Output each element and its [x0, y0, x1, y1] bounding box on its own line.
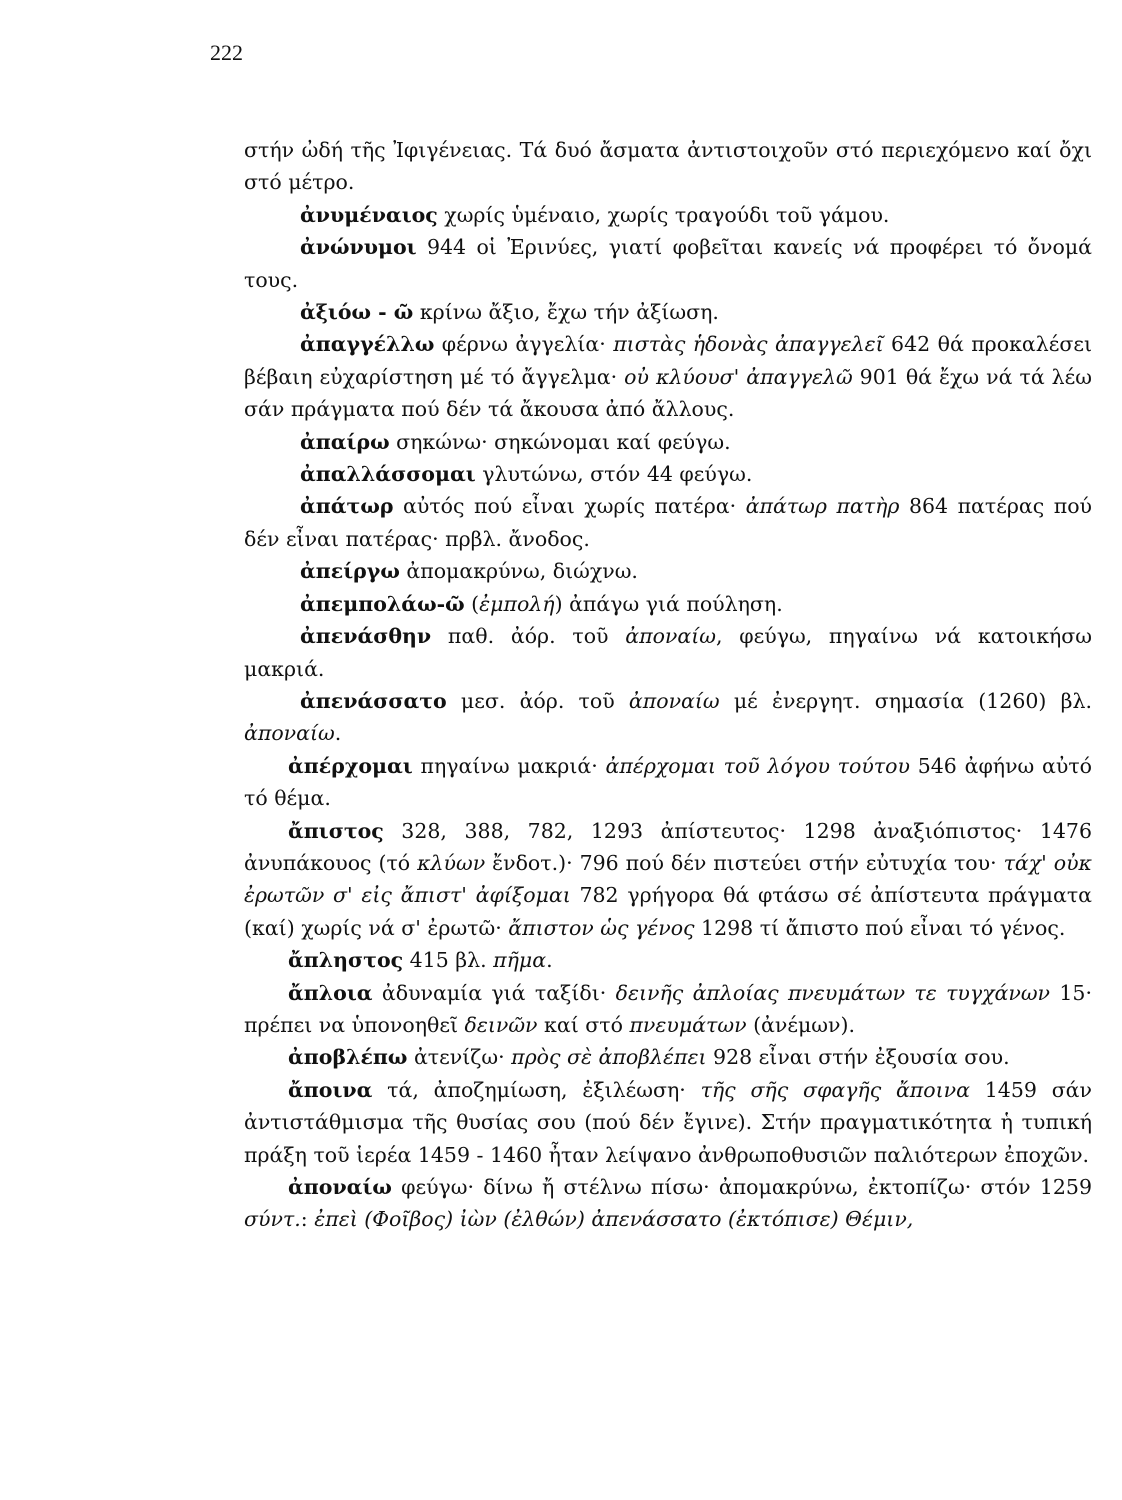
glossary-entry	[244, 815, 1092, 945]
headword: ἀπαίρω	[300, 429, 390, 454]
headword: ἄπλοια	[288, 980, 373, 1005]
italic-quote: δεινῆς ἀπλοίας πνευμάτων τε τυγχάνων	[615, 980, 1051, 1005]
italic-quote: ἀπάτωρ πατὴρ	[745, 494, 900, 519]
headword: ἀπεμπολάω-ῶ	[300, 591, 465, 616]
headword: ἀποναίω	[288, 1175, 392, 1199]
entry-text: 928 εἶναι στήν ἐξουσία σου.	[706, 1045, 1010, 1070]
entry-text: (ἀνέμων).	[746, 1012, 856, 1037]
headword: ἀπέρχομαι	[288, 753, 413, 778]
entry-text: στήν ὠδή τῆς Ἰφιγένειας. Τά δυό ἄσματα ἀντιστοιχοῦν στό περιεχόμενο καί ὄχι στό μέτρο.	[244, 138, 1092, 195]
italic-quote: ἄπιστον ὡς γένος	[508, 915, 695, 940]
glossary-entry	[244, 199, 1092, 231]
headword: ἀπαγγέλλω	[300, 332, 435, 357]
page-body	[244, 134, 1092, 1236]
italic-quote: ἐμπολή	[479, 591, 555, 616]
glossary-entry	[244, 426, 1092, 458]
entry-text: σηκώνω· σηκώνομαι καί φεύγω.	[389, 429, 731, 454]
entry-text: 782 γρήγορα θά φτάσω σέ ἀπίστευτα πράγματα (καί) χωρίς νά σ' ἐρωτῶ·	[244, 883, 1093, 940]
glossary-entry	[244, 977, 1092, 1042]
italic-quote: ἀποναίω	[244, 721, 335, 746]
entry-text: 944 οἱ Ἐρινύες, γιατί φοβεῖται κανείς νά προφέρει τό ὄνομά τους.	[244, 235, 1092, 292]
entry-text: 642 θά προκαλέσει βέβαιη εὐχαρίστηση μέ τό ἄγγελμα·	[244, 332, 1092, 389]
glossary-entry	[244, 685, 1092, 750]
entry-text: .	[334, 721, 342, 746]
entry-text: .	[546, 948, 553, 973]
entry-text: , φεύγω, πηγαίνω νά κατοικήσω μακριά.	[244, 624, 1092, 681]
entry-text: πηγαίνω μακριά·	[412, 753, 606, 778]
headword: ἀπάτωρ	[300, 494, 394, 519]
italic-quote: τάχ' οὐκ ἐρωτῶν σ' εἰς ἄπιστ' ἀφίξομαι	[244, 850, 1092, 908]
entry-text: κρίνω ἄξιο, ἔχω τήν ἀξίωση.	[413, 300, 719, 325]
continuation-paragraph	[244, 134, 1092, 199]
glossary-entry	[244, 750, 1092, 815]
headword: ἀπενάσθην	[300, 624, 432, 649]
entry-text: 901 θά ἔχω νά τά λέω σάν πράγματα πού δέν τά ἄκουσα ἀπό ἄλλους.	[244, 364, 1092, 422]
glossary-entry	[244, 944, 1092, 976]
glossary-entry	[244, 458, 1092, 490]
glossary-entry	[244, 588, 1092, 620]
entry-text: ἔνδοτ.)· 796 πού δέν πιστεύει στήν εὐτυχία του·	[485, 850, 1004, 875]
italic-quote: ἐπεὶ (Φοῖβος) ἰὼν (ἐλθών) ἀπενάσσατο (ἐκτόπισε) Θέμιν,	[314, 1207, 914, 1232]
italic-quote: οὐ κλύουσ' ἀπαγγελῶ	[624, 364, 853, 389]
headword: ἄποινα	[288, 1077, 373, 1102]
entry-text: 415 βλ.	[403, 948, 494, 973]
italic-quote: πρὸς σὲ ἀποβλέπει	[511, 1045, 707, 1070]
glossary-entry	[244, 328, 1092, 425]
italic-quote: ἀποναίω	[625, 624, 716, 649]
glossary-entry	[244, 490, 1092, 555]
entry-text: (	[464, 591, 480, 616]
entry-text: 15· πρέπει να ὑπονοηθεῖ	[244, 980, 1092, 1037]
entry-text: ἀδυναμία γιά ταξίδι·	[372, 980, 616, 1005]
entry-text: ἀτενίζω·	[407, 1045, 512, 1070]
glossary-entry	[244, 555, 1092, 587]
entry-text: 864 πατέρας πού δέν εἶναι πατέρας· πρβλ. ἄνοδος.	[244, 494, 1092, 551]
headword: ἀπενάσσατο	[300, 688, 447, 713]
entry-text: μεσ. ἀόρ. τοῦ	[446, 688, 629, 713]
glossary-entry	[244, 620, 1092, 685]
entry-text: καί στό	[537, 1012, 630, 1037]
italic-quote: πνευμάτων	[629, 1012, 747, 1037]
headword: ἀπαλλάσσομαι	[300, 462, 476, 487]
entry-text: μέ ἐνεργητ. σημασία (1260) βλ.	[719, 688, 1092, 713]
italic-quote: ἀποναίω	[628, 688, 720, 713]
headword: ἄπληστος	[288, 948, 404, 973]
entry-text: :	[300, 1207, 315, 1232]
italic-quote: δεινῶν	[464, 1012, 538, 1037]
entry-text: γλυτώνω, στόν 44 φεύγω.	[475, 462, 753, 487]
entry-text: 546 ἀφήνω αὐτό τό θέμα.	[244, 753, 1093, 811]
entry-text: 328, 388, 782, 1293 ἀπίστευτος· 1298 ἀναξιόπιστος· 1476 ἀνυπάκουος (τό	[244, 818, 1092, 875]
headword: ἀξιόω - ῶ	[300, 300, 414, 325]
italic-quote: σύντ.	[244, 1207, 301, 1232]
entry-text: ) ἀπάγω γιά πούληση.	[554, 591, 783, 616]
entry-text: 1298 τί ἄπιστο πού εἶναι τό γένος.	[694, 915, 1066, 940]
headword: ἀποβλέπω	[288, 1045, 408, 1070]
italic-quote: πῆμα	[493, 948, 547, 973]
page-number: 222	[210, 40, 243, 65]
glossary-entry	[244, 1041, 1092, 1073]
headword: ἀπείργω	[300, 559, 400, 584]
glossary-entry	[244, 1171, 1092, 1236]
glossary-entry	[244, 231, 1092, 296]
entry-text: τά, ἀποζημίωση, ἐξιλέωση·	[372, 1077, 701, 1102]
italic-quote: τῆς σῆς σφαγῆς ἄποινα	[700, 1077, 970, 1102]
glossary-entry	[244, 296, 1092, 328]
italic-quote: κλύων	[417, 850, 486, 875]
entry-text: παθ. ἀόρ. τοῦ	[431, 624, 626, 649]
headword: ἄπιστος	[288, 818, 384, 843]
italic-quote: ἀπέρχομαι τοῦ λόγου τούτου	[605, 753, 910, 778]
entry-text: αὐτός πού εἶναι χωρίς πατέρα·	[393, 494, 746, 519]
italic-quote: πιστὰς ἡδονὰς ἀπαγγελεῖ	[613, 332, 884, 357]
entry-text: φέρνω ἀγγελία·	[434, 332, 614, 357]
headword: ἀνυμέναιος	[300, 202, 438, 227]
headword: ἀνώνυμοι	[300, 235, 417, 260]
entry-text: 1459 σάν ἀντιστάθμισμα τῆς θυσίας σου (πού δέν ἔγινε). Στήν πραγματικότητα ἡ τυπική πράξη τοῦ ἱερέα 1459 - 1460 ἦταν λείψανο ἀνθρωποθυσιῶν παλιότερων ἐποχῶν.	[244, 1077, 1092, 1167]
entry-text: χωρίς ὑμέναιο, χωρίς τραγούδι τοῦ γάμου.	[437, 202, 890, 227]
entry-text: ἀπομακρύνω, διώχνω.	[399, 559, 638, 584]
entry-text: φεύγω· δίνω ἤ στέλνω πίσω· ἀπομακρύνω, ἐκτοπίζω· στόν 1259	[391, 1175, 1092, 1199]
glossary-entry	[244, 1074, 1092, 1171]
